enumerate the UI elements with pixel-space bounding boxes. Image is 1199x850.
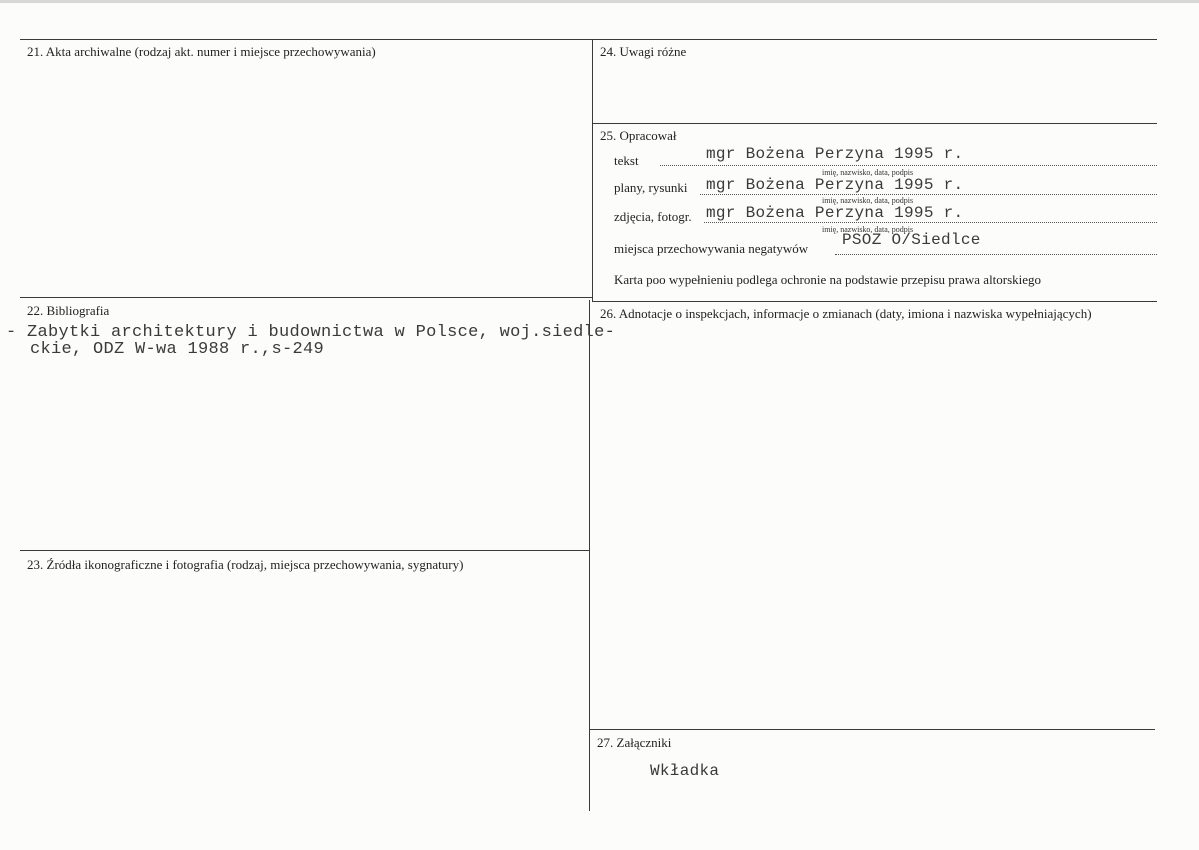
rule-center-upper	[592, 39, 593, 301]
plany-label: plany, rysunki	[614, 180, 688, 195]
section-23-label: 23. Źródła ikonograficzne i fotografia (rodzaj, miejsca przechowywania, sygnatury)	[27, 557, 464, 572]
rule-26-27	[590, 729, 1155, 730]
page-top-edge	[0, 0, 1199, 3]
rule-center-lower	[589, 300, 590, 811]
zdjecia-label: zdjęcia, fotogr.	[614, 209, 692, 224]
tekst-value: mgr Bożena Perzyna 1995 r.	[706, 145, 964, 163]
zdjecia-hint: imię, nazwisko, data, podpis	[822, 225, 914, 234]
section-24-label: 24. Uwagi różne	[600, 44, 687, 59]
section-27-label: 27. Załączniki	[597, 735, 672, 750]
bibliography-line-1: - Zabytki architektury i budownictwa w Polsce, woj.siedle-	[6, 323, 616, 342]
section-25-label: 25. Opracował	[600, 128, 677, 143]
plany-hint: imię, nazwisko, data, podpis	[822, 196, 914, 205]
tekst-label: tekst	[614, 153, 639, 168]
copyright-note: Karta poo wypełnieniu podlega ochronie na podstawie przepisu prawa altorskiego	[614, 272, 1042, 287]
zdjecia-value: mgr Bożena Perzyna 1995 r.	[706, 204, 964, 222]
rule-22-23	[20, 550, 590, 551]
rule-21-22	[20, 297, 592, 298]
rule-top	[20, 39, 1157, 40]
plany-dotted-line	[700, 194, 1157, 195]
tekst-hint: imię, nazwisko, data, podpis	[822, 168, 914, 177]
zdjecia-dotted-line	[704, 222, 1157, 223]
rule-25-26	[592, 301, 1157, 302]
negatywy-label: miejsca przechowywania negatywów	[614, 241, 809, 256]
negatywy-dotted-line	[835, 254, 1157, 255]
section-21-label: 21. Akta archiwalne (rodzaj akt. numer i miejsce przechowywania)	[27, 44, 376, 59]
bibliography-line-2: ckie, ODZ W-wa 1988 r.,s-249	[30, 340, 325, 359]
tekst-dotted-line	[660, 165, 1157, 166]
plany-value: mgr Bożena Perzyna 1995 r.	[706, 176, 964, 194]
section-22-label: 22. Bibliografia	[27, 303, 110, 318]
attachments-value: Wkładka	[650, 762, 720, 780]
rule-24-25	[592, 123, 1157, 124]
negatywy-value: PSOZ O/Siedlce	[842, 231, 981, 249]
section-26-label: 26. Adnotacje o inspekcjach, informacje o zmianach (daty, imiona i nazwiska wypełniających)	[600, 306, 1092, 321]
